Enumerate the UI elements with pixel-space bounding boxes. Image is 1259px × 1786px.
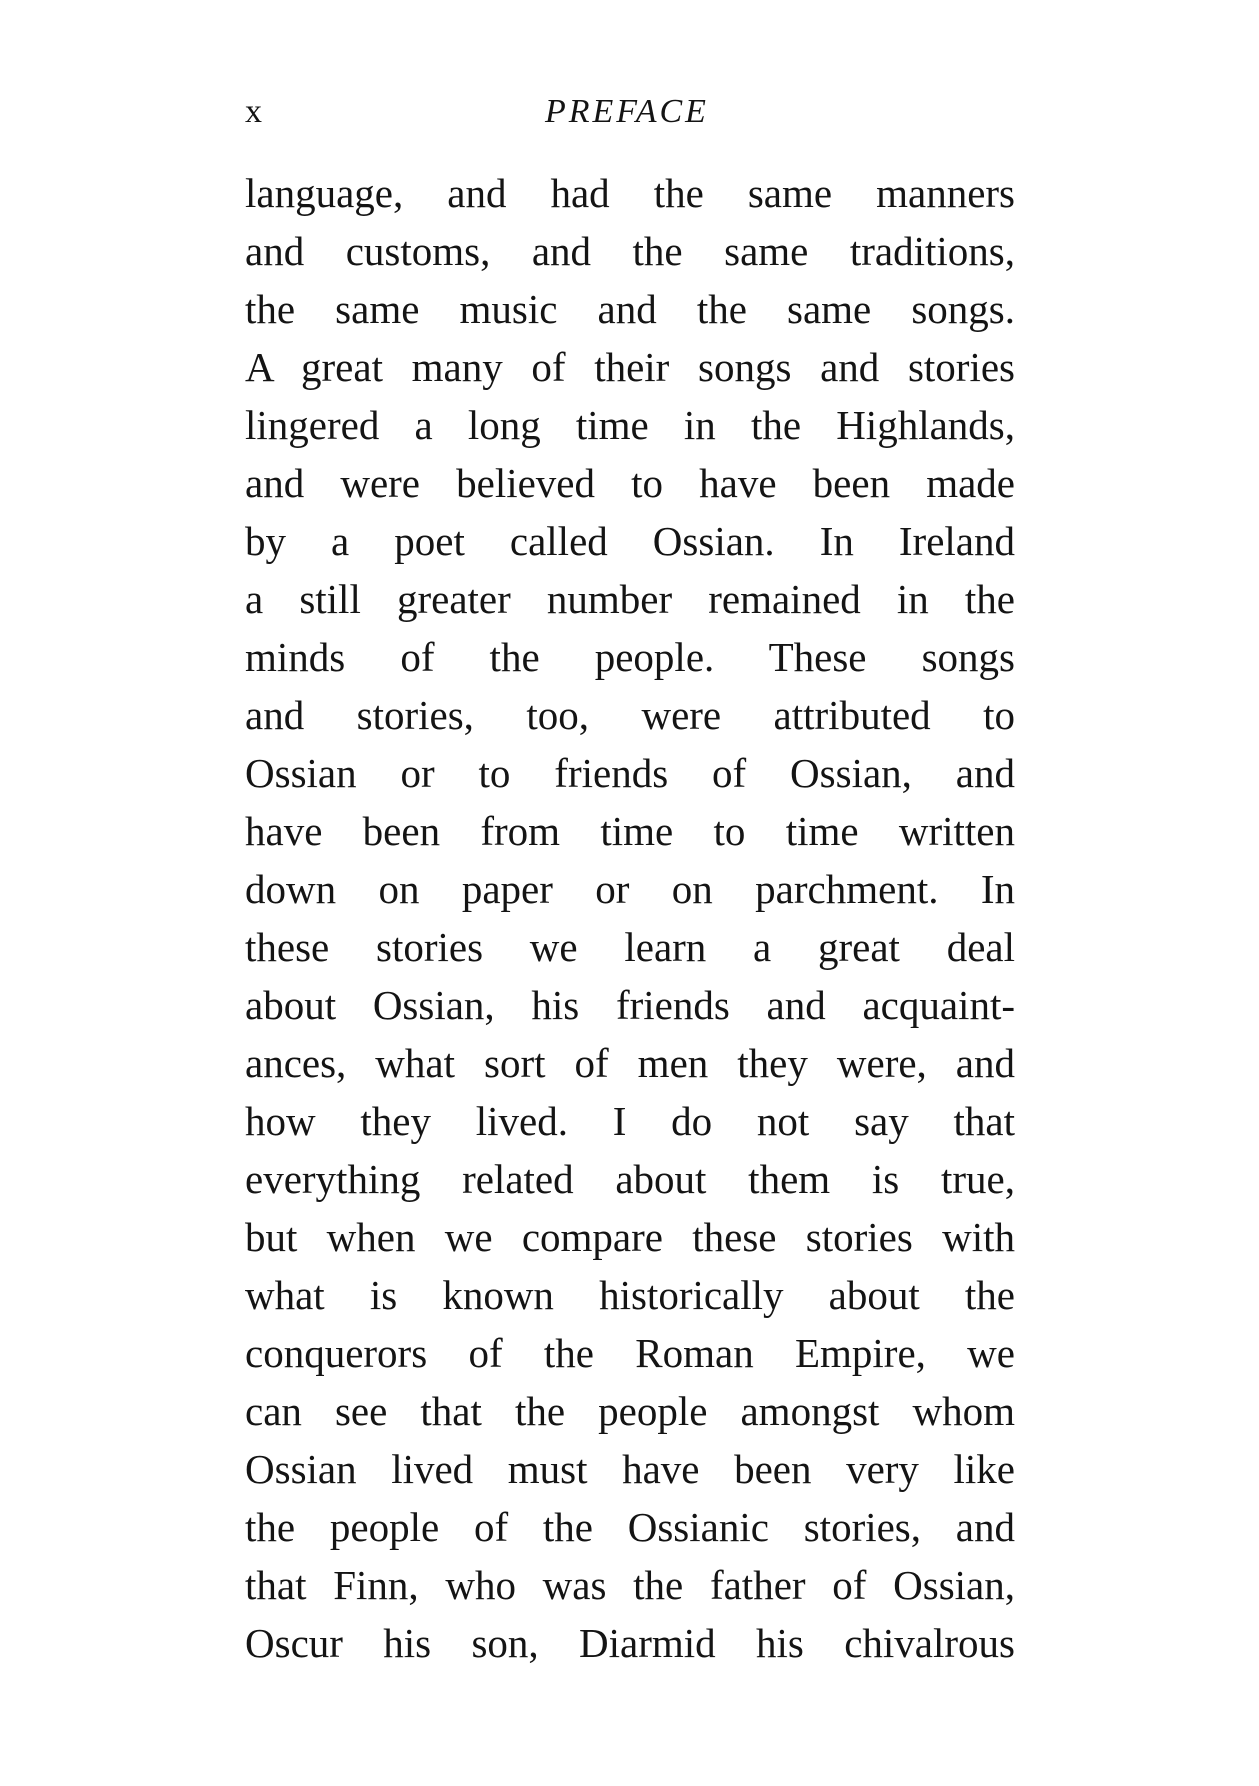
text-line: have been from time to time written bbox=[245, 808, 1015, 854]
text-line: a still greater number remained in the bbox=[245, 576, 1015, 622]
text-line: that Finn, who was the father of Ossian, bbox=[245, 1562, 1015, 1608]
text-line: down on paper or on parchment. In bbox=[245, 866, 1015, 912]
text-line: ances, what sort of men they were, and bbox=[245, 1040, 1015, 1086]
text-line: about Ossian, his friends and acquaint- bbox=[245, 982, 1015, 1028]
text-line: minds of the people. These songs bbox=[245, 634, 1015, 680]
text-line: Ossian lived must have been very like bbox=[245, 1446, 1015, 1492]
text-line: these stories we learn a great deal bbox=[245, 924, 1015, 970]
text-line: conquerors of the Roman Empire, we bbox=[245, 1330, 1015, 1376]
running-head bbox=[245, 88, 1015, 148]
text-line: and were believed to have been made bbox=[245, 460, 1015, 506]
running-title: PREFACE bbox=[545, 93, 709, 130]
text-line: and customs, and the same traditions, bbox=[245, 228, 1015, 274]
text-line: by a poet called Ossian. In Ireland bbox=[245, 518, 1015, 564]
text-line: the same music and the same songs. bbox=[245, 286, 1015, 332]
text-line: what is known historically about the bbox=[245, 1272, 1015, 1318]
text-line: and stories, too, were attributed to bbox=[245, 692, 1015, 738]
body-text bbox=[245, 164, 1015, 1672]
page-number: x bbox=[245, 93, 263, 130]
text-line: Oscur his son, Diarmid his chivalrous bbox=[245, 1620, 1015, 1666]
text-line: Ossian or to friends of Ossian, and bbox=[245, 750, 1015, 796]
text-line: how they lived. I do not say that bbox=[245, 1098, 1015, 1144]
text-line: lingered a long time in the Highlands, bbox=[245, 402, 1015, 448]
text-line: A great many of their songs and stories bbox=[245, 344, 1015, 390]
text-line: everything related about them is true, bbox=[245, 1156, 1015, 1202]
text-line: but when we compare these stories with bbox=[245, 1214, 1015, 1260]
text-line: language, and had the same manners bbox=[245, 170, 1015, 216]
text-line: the people of the Ossianic stories, and bbox=[245, 1504, 1015, 1550]
text-line: can see that the people amongst whom bbox=[245, 1388, 1015, 1434]
